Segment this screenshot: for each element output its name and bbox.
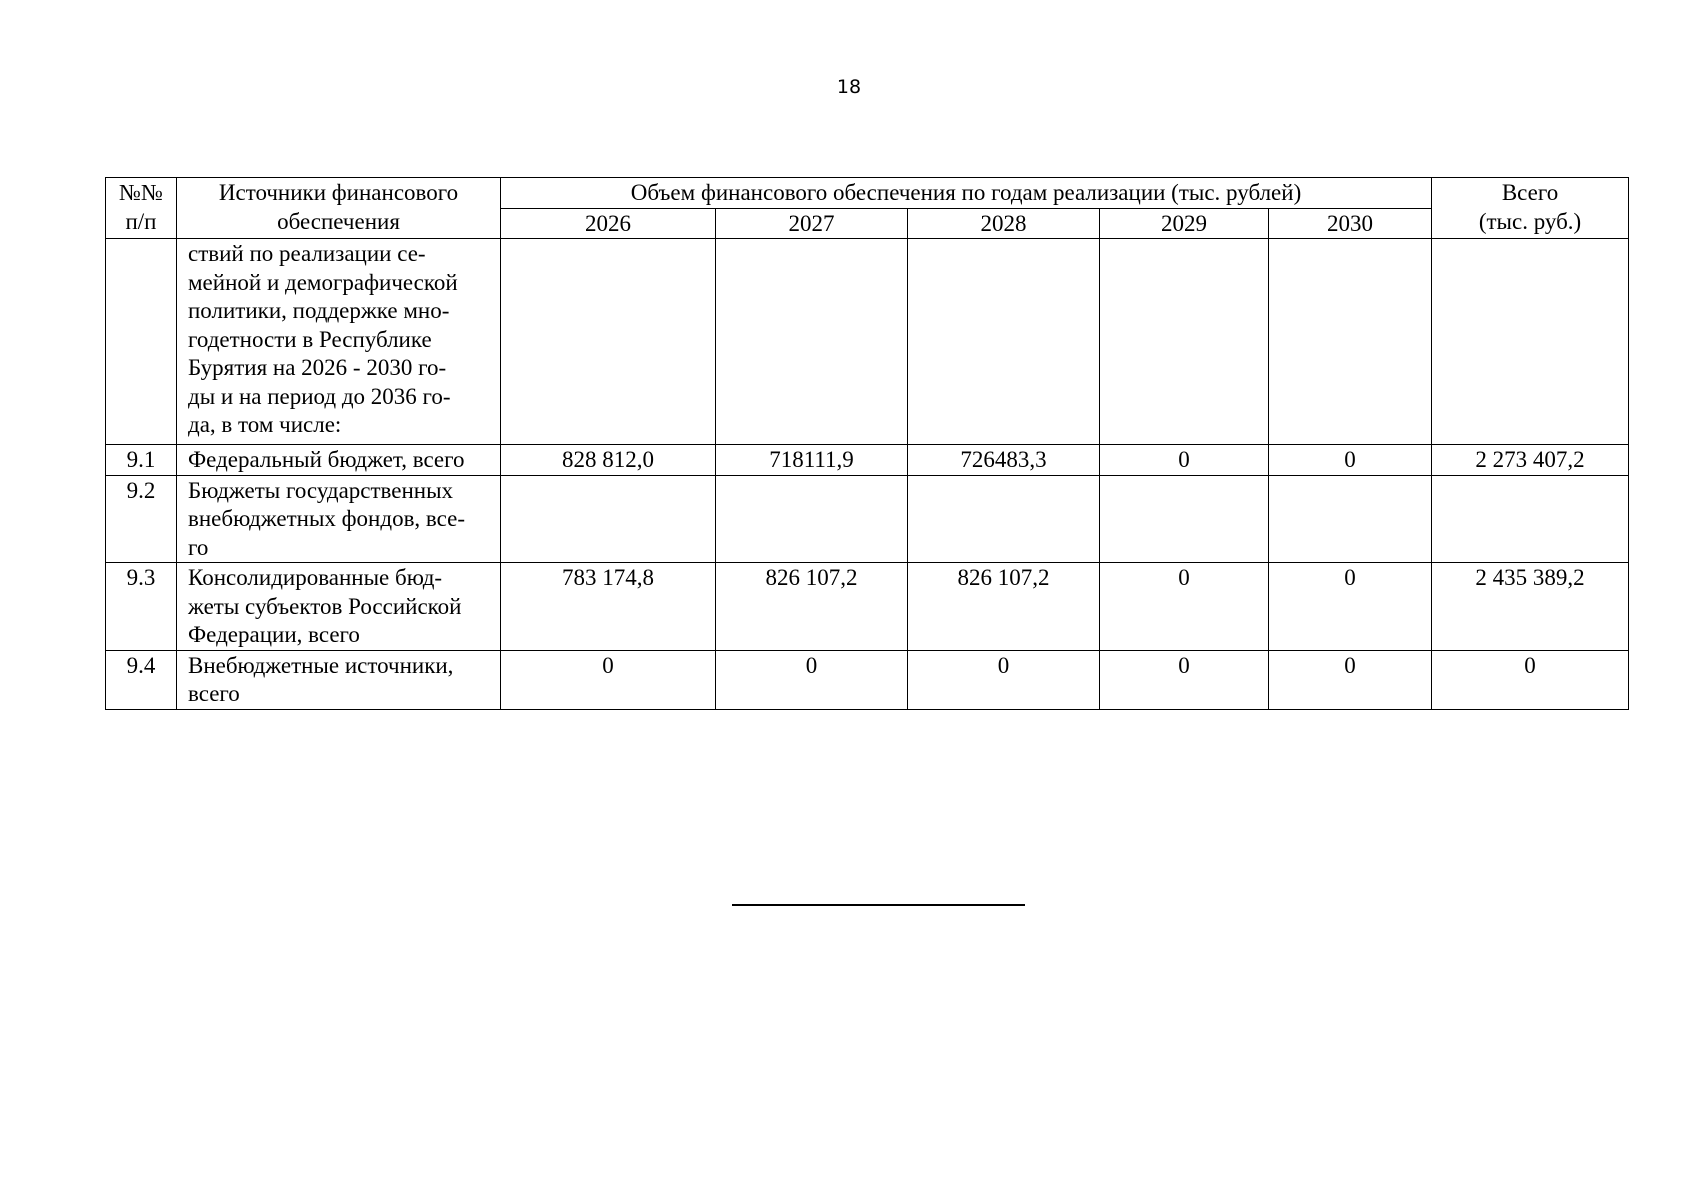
cell-total: 0 [1432,650,1629,709]
cell-num: 9.3 [106,563,177,651]
cell-value [1269,239,1432,445]
cell-num: 9.1 [106,445,177,476]
table-row [106,563,1629,651]
text-line: Бюджеты государственных [188,477,454,503]
text-line: ды и на период до 2036 го- [188,383,451,409]
text-line: Бурятия на 2026 - 2030 го- [188,355,447,380]
cell-value [908,475,1100,563]
cell-total [1432,239,1629,445]
text-line: да, в том числе: [188,412,342,437]
page-number: 18 [836,76,862,98]
header-num-line [111,179,171,236]
cell-value: 828 812,0 [501,445,716,476]
cell-value: 783 174,8 [501,563,716,651]
cell-value [716,239,908,445]
cell-value [1100,239,1269,445]
cell-num [106,239,177,445]
text-line: годетности в Республике [188,326,432,352]
header-year: 2026 [501,208,716,239]
cell-value [501,475,716,563]
text-line: №№ [119,180,163,205]
text-line: внебюджетных фондов, все- [188,506,466,531]
header-source-text [182,179,495,236]
text-line: ствий по реализации се- [188,241,426,266]
header-total [1432,178,1629,239]
cell-source-text [188,564,494,650]
header-row-1 [106,178,1629,209]
cell-value: 0 [1100,445,1269,476]
header-source [177,178,501,239]
cell-value [1100,475,1269,563]
cell-value [908,239,1100,445]
text-line: Федерации, всего [188,622,360,647]
cell-source [177,475,501,563]
cell-source-text [188,446,494,475]
cell-value: 826 107,2 [716,563,908,651]
header-total-text [1437,179,1623,236]
cell-total: 2 435 389,2 [1432,563,1629,651]
text-line: Источники финансового [218,180,459,205]
table-row [106,650,1629,709]
cell-value [1269,475,1432,563]
cell-total [1432,475,1629,563]
text-line: жеты субъектов Российской [188,593,462,619]
text-line: Всего [1501,180,1559,205]
text-line: Внебюджетные источники, [188,652,454,678]
cell-value: 0 [1269,445,1432,476]
cell-total: 2 273 407,2 [1432,445,1629,476]
cell-source [177,650,501,709]
text-line: (тыс. руб.) [1478,208,1582,234]
cell-value: 0 [1100,650,1269,709]
header-year: 2027 [716,208,908,239]
cell-value: 0 [1269,650,1432,709]
header-year: 2029 [1100,208,1269,239]
cell-value: 0 [908,650,1100,709]
text-line: Федеральный бюджет, всего [188,447,465,472]
cell-source [177,445,501,476]
cell-value: 0 [501,650,716,709]
text-line: всего [188,681,240,706]
cell-value: 826 107,2 [908,563,1100,651]
cell-value [716,475,908,563]
continuation-text [188,240,494,440]
table-row-continuation [106,239,1629,445]
cell-source [177,239,501,445]
header-year: 2030 [1269,208,1432,239]
cell-value [501,239,716,445]
text-line: политики, поддержке мно- [188,298,450,323]
cell-value: 726483,3 [908,445,1100,476]
text-line: Консолидированные бюд- [188,565,443,590]
cell-value: 0 [716,650,908,709]
financing-table [105,177,1629,710]
text-line: обеспечения [277,208,400,234]
cell-source-text [188,652,494,709]
cell-num: 9.2 [106,475,177,563]
text-line: мейной и демографической [188,269,458,295]
cell-source-text [188,477,494,563]
text-line: го [188,534,209,560]
text-line: п/п [125,208,157,234]
table-row [106,445,1629,476]
cell-num: 9.4 [106,650,177,709]
header-year: 2028 [908,208,1100,239]
cell-source [177,563,501,651]
cell-value: 0 [1269,563,1432,651]
cell-value: 718111,9 [716,445,908,476]
table-row [106,475,1629,563]
header-num [106,178,177,239]
cell-value: 0 [1100,563,1269,651]
header-volume: Объем финансового обеспечения по годам реализации (тыс. рублей) [501,178,1432,209]
end-rule [732,904,1025,906]
